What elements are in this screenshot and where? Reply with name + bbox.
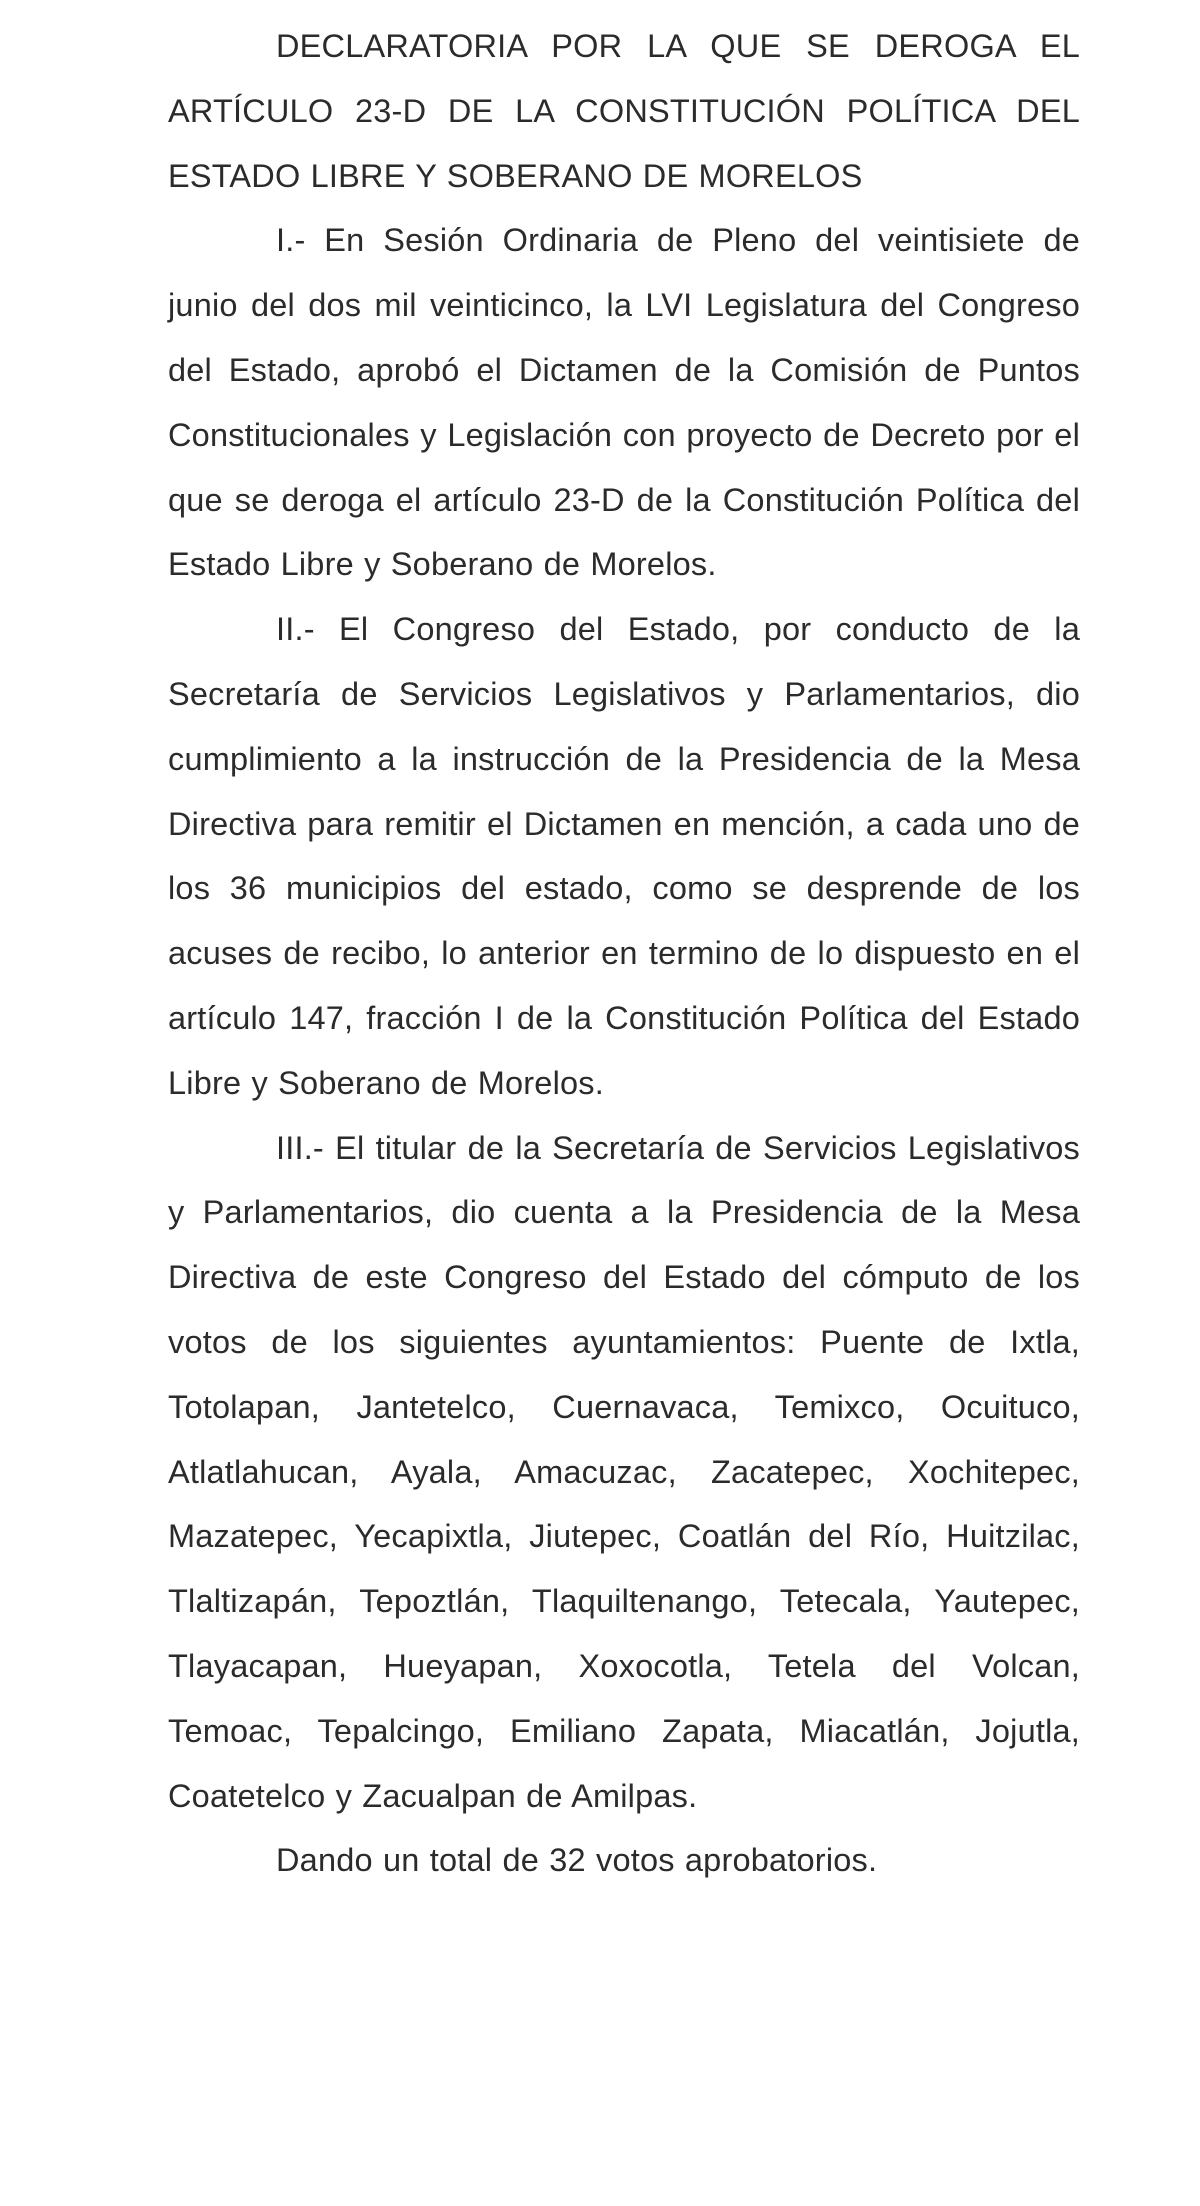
paragraph-3: III.- El titular de la Secretaría de Servicios Legislativos y Parlamentarios, dio cuenta a la Presidencia de la Mesa Directiva de este Congreso del Estado del cómputo de los votos de los siguientes ayuntamientos: Puente de Ixtla, Totolapan, Jantetelco, Cuernavaca, Temixco, Ocuituco, Atlatlahucan, Ayala, Amacuzac, Zacatepec, Xochitepec, Mazatepec, Yecapixtla, Jiutepec, Coatlán del Río, Huitzilac, Tlaltizapán, Tepoztlán, Tlaquiltenango, Tetecala, Yautepec, Tlayacapan, Hueyapan, Xoxocotla, Tetela del Volcan, Temoac, Tepalcingo, Emiliano Zapata, Miacatlán, Jojutla, Coatetelco y Zacualpan de Amilpas. <box>168 1129 1080 1814</box>
document-body <box>168 14 1080 1893</box>
paragraph-2: II.- El Congreso del Estado, por conducto de la Secretaría de Servicios Legislativos y Parlamentarios, dio cumplimiento a la instrucción de la Presidencia de la Mesa Directiva para remitir el Dictamen en mención, a cada uno de los 36 municipios del estado, como se desprende de los acuses de recibo, lo anterior en termino de lo dispuesto en el artículo 147, fracción I de la Constitución Política del Estado Libre y Soberano de Morelos. <box>168 611 1080 1101</box>
document-title: DECLARATORIA POR LA QUE SE DEROGA EL ARTÍCULO 23-D DE LA CONSTITUCIÓN POLÍTICA DEL ESTADO LIBRE Y SOBERANO DE MORELOS <box>168 28 1080 194</box>
closing-line: Dando un total de 32 votos aprobatorios. <box>276 1842 878 1879</box>
paragraph-1: I.- En Sesión Ordinaria de Pleno del veintisiete de junio del dos mil veinticinco, la LVI Legislatura del Congreso del Estado, aprobó el Dictamen de la Comisión de Puntos Constitucionales y Legislación con proyecto de Decreto por el que se deroga el artículo 23-D de la Constitución Política del Estado Libre y Soberano de Morelos. <box>168 222 1080 583</box>
